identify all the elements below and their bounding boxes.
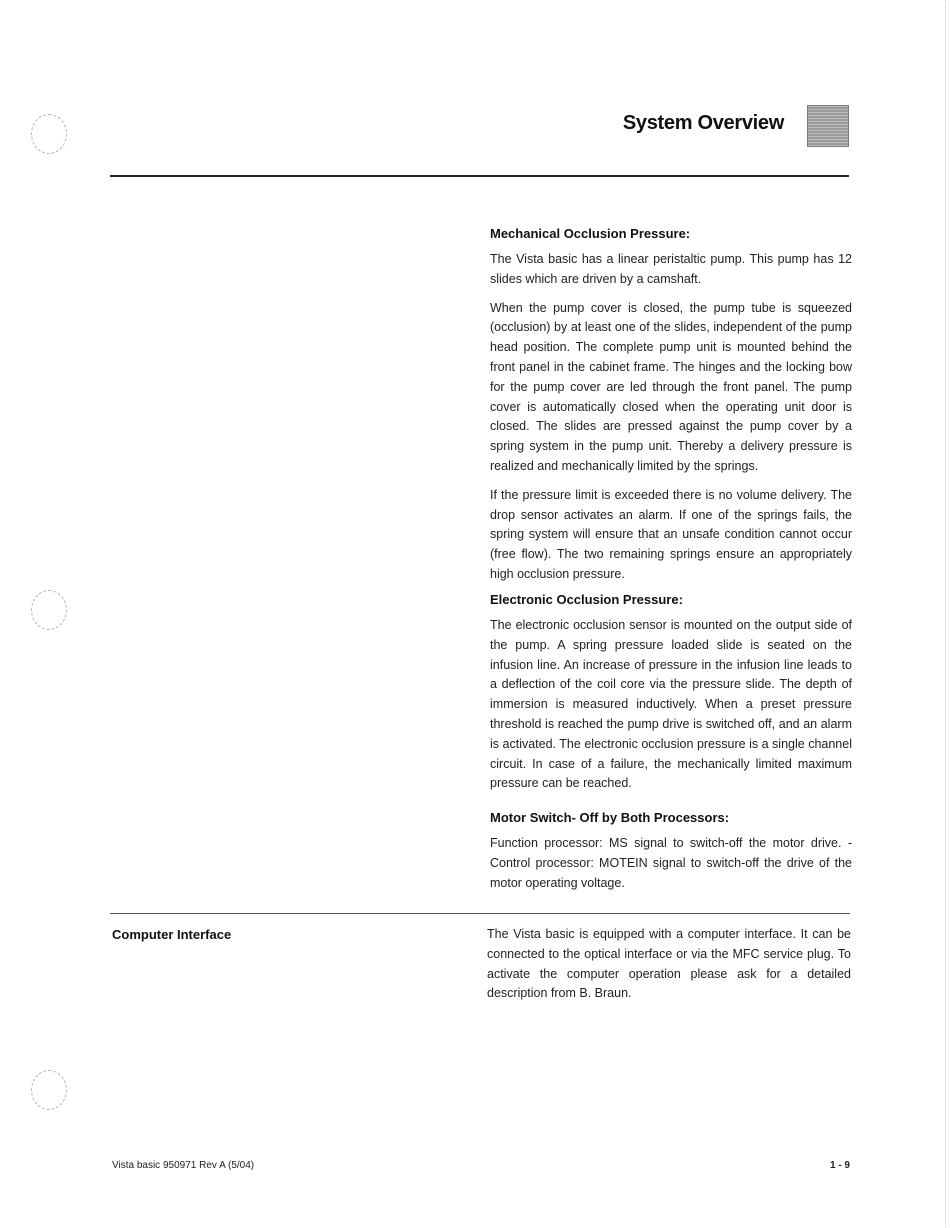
section-heading: Motor Switch- Off by Both Processors:: [490, 810, 730, 825]
paragraph: If the pressure limit is exceeded there is no volume delivery. The drop sensor activates an alarm. If one of the springs fails, the spring system will ensure that an unsafe condition cannot occur (free flow). The two remaining springs ensure an appropriately high occlusion pressure.: [490, 487, 852, 581]
computer-interface-body: The Vista basic is equipped with a computer interface. It can be connected to the optical interface or via the MFC service plug. To activate the computer operation please ask for a detailed description from B. Braun.: [487, 927, 851, 1001]
paragraph: The electronic occlusion sensor is mounted on the output side of the pump. A spring pressure loaded slide is seated on the infusion line. An increase of pressure in the infusion line leads to a deflection of the coil core via the pressure slide. The depth of immersion is measured inductively. When a preset pressure threshold is reached the pump drive is switched off, and an alarm is activated. The electronic occlusion pressure is a single channel circuit. In case of a failure, the mechanically limited maximum pressure can be reached.: [490, 618, 852, 791]
section-electronic-occlusion: [490, 592, 852, 803]
paragraph: Function processor: MS signal to switch-off the motor drive. - Control processor: MOTEIN signal to switch-off the drive of the motor operating voltage.: [490, 836, 852, 890]
paragraph: When the pump cover is closed, the pump tube is squeezed (occlusion) by at least one of the slides, independent of the pump head position. The complete pump unit is mounted behind the front panel in the cabinet frame. The hinges and the locking bow for the pump cover are led through the front panel. The pump cover is automatically closed when the operating unit door is closed. The slides are pressed against the pump cover by a spring system in the pump unit. Thereby a delivery pressure is realized and mechanically limited by the springs.: [490, 300, 852, 473]
section-heading: Electronic Occlusion Pressure:: [490, 592, 683, 607]
punch-hole-middle: [31, 590, 67, 630]
page-title: System Overview: [622, 112, 784, 134]
punch-hole-top: [31, 114, 67, 154]
section-motor-switch-off: [490, 810, 852, 902]
section-divider: [110, 913, 850, 914]
punch-hole-bottom: [31, 1070, 67, 1110]
chapter-tab-marker: [807, 105, 849, 147]
paragraph: The Vista basic has a linear peristaltic pump. This pump has 12 slides which are driven by a camshaft.: [490, 252, 852, 286]
footer-document-id: Vista basic 950971 Rev A (5/04): [112, 1160, 255, 1171]
page-edge-scan-marks: [945, 0, 948, 1228]
section-mechanical-occlusion: [490, 226, 852, 594]
computer-interface-heading: Computer Interface: [112, 927, 232, 942]
section-heading: Mechanical Occlusion Pressure:: [490, 226, 691, 241]
header-divider: [110, 175, 849, 177]
footer-page-number: 1 - 9: [829, 1160, 850, 1171]
